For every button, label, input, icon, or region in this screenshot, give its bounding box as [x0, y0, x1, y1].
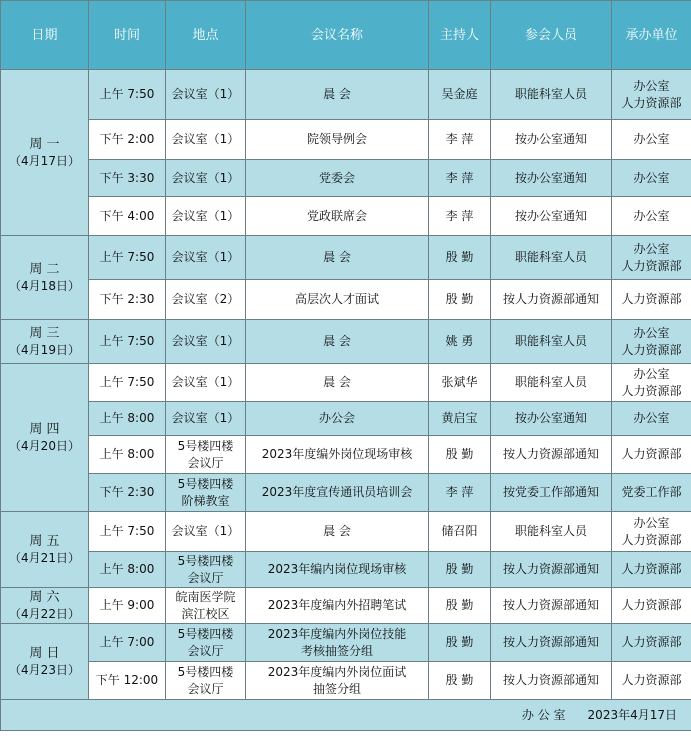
- name-cell: 晨 会: [246, 364, 429, 402]
- time-cell: 上午 8:00: [89, 402, 166, 436]
- time-cell: 下午 12:00: [89, 662, 166, 700]
- header-meeting-name: 会议名称: [246, 1, 429, 70]
- time-cell: 下午 2:30: [89, 474, 166, 512]
- table-row: [1, 320, 691, 364]
- name-cell: 办公会: [246, 402, 429, 436]
- weekday-label: 周 四: [29, 421, 60, 437]
- date-label: （4月20日）: [9, 438, 80, 453]
- day-cell: [1, 624, 89, 700]
- time-cell: 上午 8:00: [89, 436, 166, 474]
- unit-cell: 办公室: [612, 197, 691, 236]
- unit-cell: 办公室: [612, 402, 691, 436]
- footer-office: 办 公 室: [521, 707, 566, 722]
- header-attendees: 参会人员: [491, 1, 612, 70]
- attendees-cell: 职能科室人员: [491, 236, 612, 280]
- unit-cell: 人力资源部: [612, 552, 691, 588]
- unit-cell: 办公室 人力资源部: [612, 320, 691, 364]
- schedule-body: [1, 70, 691, 731]
- name-cell: 2023年度编内外招聘笔试: [246, 588, 429, 624]
- time-cell: 上午 7:50: [89, 236, 166, 280]
- host-cell: 殷 勤: [429, 436, 491, 474]
- table-row: [1, 70, 691, 120]
- date-label: （4月19日）: [9, 342, 80, 357]
- table-row: [1, 512, 691, 552]
- attendees-cell: 按人力资源部通知: [491, 624, 612, 662]
- header-row: [1, 1, 691, 70]
- table-row: [1, 160, 691, 197]
- time-cell: 上午 7:50: [89, 70, 166, 120]
- day-cell: [1, 236, 89, 320]
- weekday-label: 周 日: [29, 645, 60, 661]
- place-cell: 会议室（1）: [166, 512, 246, 552]
- date-label: （4月17日）: [9, 153, 80, 168]
- place-cell: 5号楼四楼 阶梯教室: [166, 474, 246, 512]
- table-row: [1, 474, 691, 512]
- host-cell: 李 萍: [429, 197, 491, 236]
- date-label: （4月22日）: [9, 606, 80, 621]
- footer-row: [1, 700, 691, 731]
- table-row: [1, 624, 691, 662]
- weekday-label: 周 一: [29, 136, 60, 152]
- host-cell: 李 萍: [429, 160, 491, 197]
- place-cell: 5号楼四楼 会议厅: [166, 552, 246, 588]
- place-cell: 会议室（1）: [166, 364, 246, 402]
- time-cell: 上午 8:00: [89, 552, 166, 588]
- unit-cell: 办公室 人力资源部: [612, 70, 691, 120]
- unit-cell: 人力资源部: [612, 662, 691, 700]
- weekday-label: 周 二: [29, 261, 60, 277]
- place-cell: 会议室（2）: [166, 280, 246, 320]
- attendees-cell: 按党委工作部通知: [491, 474, 612, 512]
- header-time: 时间: [89, 1, 166, 70]
- day-cell: [1, 588, 89, 624]
- time-cell: 上午 7:00: [89, 624, 166, 662]
- place-cell: 5号楼四楼 会议厅: [166, 624, 246, 662]
- time-cell: 上午 7:50: [89, 364, 166, 402]
- place-cell: 5号楼四楼 会议厅: [166, 662, 246, 700]
- unit-cell: 人力资源部: [612, 436, 691, 474]
- place-cell: 会议室（1）: [166, 402, 246, 436]
- place-cell: 会议室（1）: [166, 70, 246, 120]
- time-cell: 下午 2:00: [89, 120, 166, 160]
- unit-cell: 人力资源部: [612, 624, 691, 662]
- host-cell: 李 萍: [429, 120, 491, 160]
- date-label: （4月21日）: [9, 550, 80, 565]
- header-host: 主持人: [429, 1, 491, 70]
- place-cell: 会议室（1）: [166, 236, 246, 280]
- attendees-cell: 职能科室人员: [491, 320, 612, 364]
- footer-date: 2023年4月17日: [587, 707, 677, 722]
- attendees-cell: 按人力资源部通知: [491, 588, 612, 624]
- unit-cell: 党委工作部: [612, 474, 691, 512]
- attendees-cell: 按人力资源部通知: [491, 280, 612, 320]
- attendees-cell: 按办公室通知: [491, 197, 612, 236]
- time-cell: 下午 4:00: [89, 197, 166, 236]
- time-cell: 上午 7:50: [89, 512, 166, 552]
- table-row: [1, 280, 691, 320]
- host-cell: 李 萍: [429, 474, 491, 512]
- name-cell: 高层次人才面试: [246, 280, 429, 320]
- day-cell: [1, 364, 89, 512]
- table-row: [1, 436, 691, 474]
- day-cell: [1, 70, 89, 236]
- day-cell: [1, 512, 89, 588]
- date-label: （4月18日）: [9, 278, 80, 293]
- place-cell: 会议室（1）: [166, 320, 246, 364]
- table-row: [1, 236, 691, 280]
- name-cell: 晨 会: [246, 236, 429, 280]
- attendees-cell: 按办公室通知: [491, 120, 612, 160]
- header-unit: 承办单位: [612, 1, 691, 70]
- name-cell: 2023年度编外岗位现场审核: [246, 436, 429, 474]
- table-row: [1, 364, 691, 402]
- host-cell: 殷 勤: [429, 552, 491, 588]
- unit-cell: 人力资源部: [612, 588, 691, 624]
- time-cell: 上午 9:00: [89, 588, 166, 624]
- unit-cell: 办公室: [612, 160, 691, 197]
- place-cell: 会议室（1）: [166, 197, 246, 236]
- host-cell: 姚 勇: [429, 320, 491, 364]
- header-place: 地点: [166, 1, 246, 70]
- attendees-cell: 按人力资源部通知: [491, 552, 612, 588]
- table-row: [1, 197, 691, 236]
- table-row: [1, 552, 691, 588]
- place-cell: 皖南医学院 滨江校区: [166, 588, 246, 624]
- name-cell: 2023年度编内外岗位面试 抽签分组: [246, 662, 429, 700]
- table-row: [1, 120, 691, 160]
- host-cell: 殷 勤: [429, 236, 491, 280]
- time-cell: 下午 2:30: [89, 280, 166, 320]
- name-cell: 2023年度编内外岗位技能 考核抽签分组: [246, 624, 429, 662]
- attendees-cell: 职能科室人员: [491, 512, 612, 552]
- place-cell: 5号楼四楼 会议厅: [166, 436, 246, 474]
- unit-cell: 办公室 人力资源部: [612, 512, 691, 552]
- weekday-label: 周 五: [29, 533, 60, 549]
- attendees-cell: 按办公室通知: [491, 160, 612, 197]
- weekday-label: 周 六: [29, 589, 60, 605]
- host-cell: 储召阳: [429, 512, 491, 552]
- table-row: [1, 662, 691, 700]
- day-cell: [1, 320, 89, 364]
- name-cell: 2023年度宣传通讯员培训会: [246, 474, 429, 512]
- place-cell: 会议室（1）: [166, 160, 246, 197]
- place-cell: 会议室（1）: [166, 120, 246, 160]
- time-cell: 下午 3:30: [89, 160, 166, 197]
- weekday-label: 周 三: [29, 325, 60, 341]
- host-cell: 殷 勤: [429, 624, 491, 662]
- attendees-cell: 按人力资源部通知: [491, 436, 612, 474]
- date-label: （4月23日）: [9, 662, 80, 677]
- name-cell: 党委会: [246, 160, 429, 197]
- host-cell: 张斌华: [429, 364, 491, 402]
- attendees-cell: 按人力资源部通知: [491, 662, 612, 700]
- table-row: [1, 588, 691, 624]
- table-row: [1, 402, 691, 436]
- unit-cell: 办公室 人力资源部: [612, 364, 691, 402]
- footer-cell: [1, 700, 691, 731]
- attendees-cell: 职能科室人员: [491, 70, 612, 120]
- unit-cell: 人力资源部: [612, 280, 691, 320]
- host-cell: 殷 勤: [429, 588, 491, 624]
- name-cell: 党政联席会: [246, 197, 429, 236]
- name-cell: 晨 会: [246, 512, 429, 552]
- host-cell: 殷 勤: [429, 280, 491, 320]
- host-cell: 黄启宝: [429, 402, 491, 436]
- attendees-cell: 按办公室通知: [491, 402, 612, 436]
- host-cell: 吴金庭: [429, 70, 491, 120]
- host-cell: 殷 勤: [429, 662, 491, 700]
- name-cell: 2023年编内岗位现场审核: [246, 552, 429, 588]
- name-cell: 院领导例会: [246, 120, 429, 160]
- unit-cell: 办公室 人力资源部: [612, 236, 691, 280]
- unit-cell: 办公室: [612, 120, 691, 160]
- header-date: 日期: [1, 1, 89, 70]
- attendees-cell: 职能科室人员: [491, 364, 612, 402]
- name-cell: 晨 会: [246, 320, 429, 364]
- time-cell: 上午 7:50: [89, 320, 166, 364]
- name-cell: 晨 会: [246, 70, 429, 120]
